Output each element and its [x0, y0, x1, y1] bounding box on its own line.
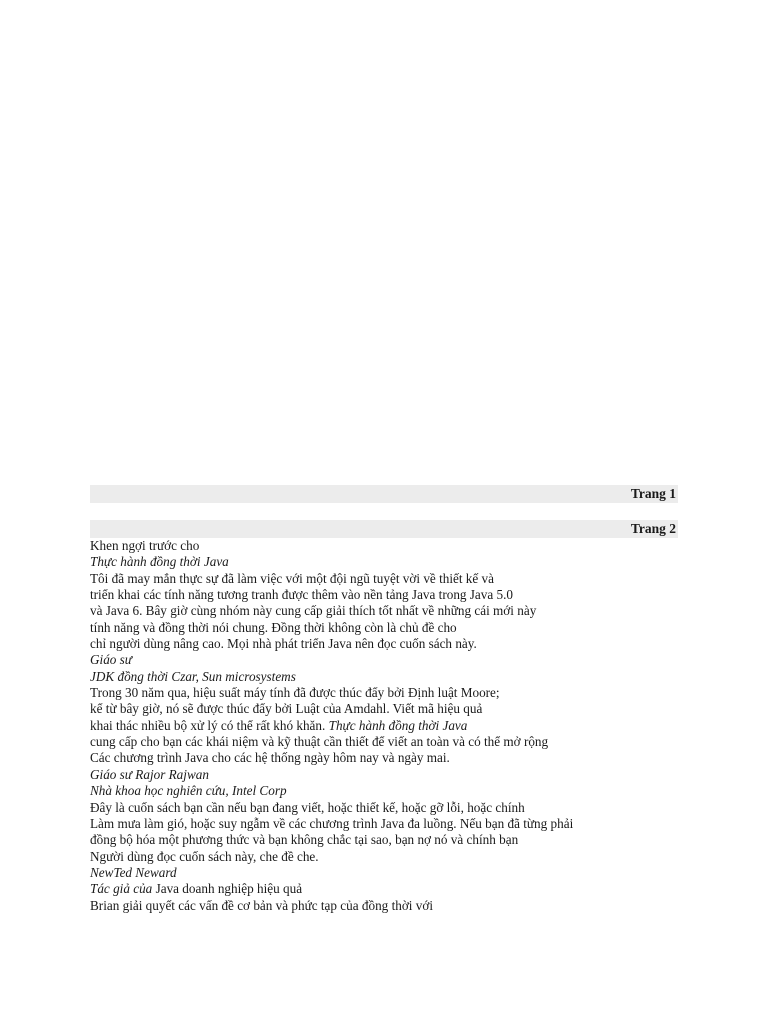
- text-line: tính năng và đồng thời nói chung. Đồng thời không còn là chủ đề cho: [90, 619, 457, 635]
- text-line: và Java 6. Bây giờ cùng nhóm này cung cấp giải thích tốt nhất về những cái mới này: [90, 603, 537, 619]
- text-line: Tôi đã may mắn thực sự đã làm việc với một đội ngũ tuyệt vời về thiết kế và: [90, 570, 494, 586]
- text-line: kể từ bây giờ, nó sẽ được thúc đẩy bởi Luật của Amdahl. Viết mã hiệu quả: [90, 701, 483, 717]
- attribution-role: [90, 881, 690, 897]
- text-line: chỉ người dùng nâng cao. Mọi nhà phát triển Java nên đọc cuốn sách này.: [90, 636, 477, 652]
- text-line: Brian giải quyết các vấn đề cơ bản và phức tạp của đồng thời với: [90, 897, 433, 913]
- text-line: [90, 718, 690, 734]
- text-line: Đây là cuốn sách bạn cần nếu bạn đang viết, hoặc thiết kế, hoặc gỡ lỗi, hoặc chính: [90, 799, 525, 815]
- page-label: Trang 1: [630, 486, 676, 501]
- text-line: cung cấp cho bạn các khái niệm và kỹ thuật cần thiết để viết an toàn và có thể mở rộng: [90, 734, 549, 750]
- book-title-inline: Java doanh nghiệp hiệu quả: [155, 881, 303, 897]
- text-segment: khai thác nhiều bộ xử lý có thể rất khó khăn.: [90, 717, 329, 733]
- document-body: [90, 538, 690, 914]
- praise-heading: Khen ngợi trước cho: [90, 538, 200, 553]
- text-line: đồng bộ hóa một phương thức và bạn không chắc tại sao, bạn nợ nó và chính bạn: [90, 832, 519, 848]
- attribution-name: Giáo sư: [90, 652, 132, 668]
- page-header-trang-2: [90, 520, 678, 538]
- attribution-role: Nhà khoa học nghiên cứu, Intel Corp: [90, 783, 287, 799]
- text-line: Người dùng đọc cuốn sách này, che đề che.: [90, 848, 319, 864]
- page-header-trang-1: [90, 485, 678, 503]
- attribution-role: JDK đồng thời Czar, Sun microsystems: [90, 668, 296, 684]
- attribution-name: Giáo sư Rajor Rajwan: [90, 766, 209, 782]
- text-segment: Tác giả của: [90, 881, 156, 897]
- book-title: Thực hành đồng thời Java: [90, 554, 229, 570]
- text-line: triển khai các tính năng tương tranh được thêm vào nền tảng Java trong Java 5.0: [90, 587, 514, 603]
- page-label: Trang 2: [630, 521, 676, 536]
- book-title-inline: Thực hành đồng thời Java: [328, 717, 468, 733]
- text-line: Các chương trình Java cho các hệ thống ngày hôm nay và ngày mai.: [90, 750, 450, 766]
- text-line: Trong 30 năm qua, hiệu suất máy tính đã được thúc đẩy bởi Định luật Moore;: [90, 685, 500, 701]
- text-line: Làm mưa làm gió, hoặc suy ngẫm về các chương trình Java đa luồng. Nếu bạn đã từng phải: [90, 815, 574, 831]
- attribution-name: NewTed Neward: [90, 864, 177, 880]
